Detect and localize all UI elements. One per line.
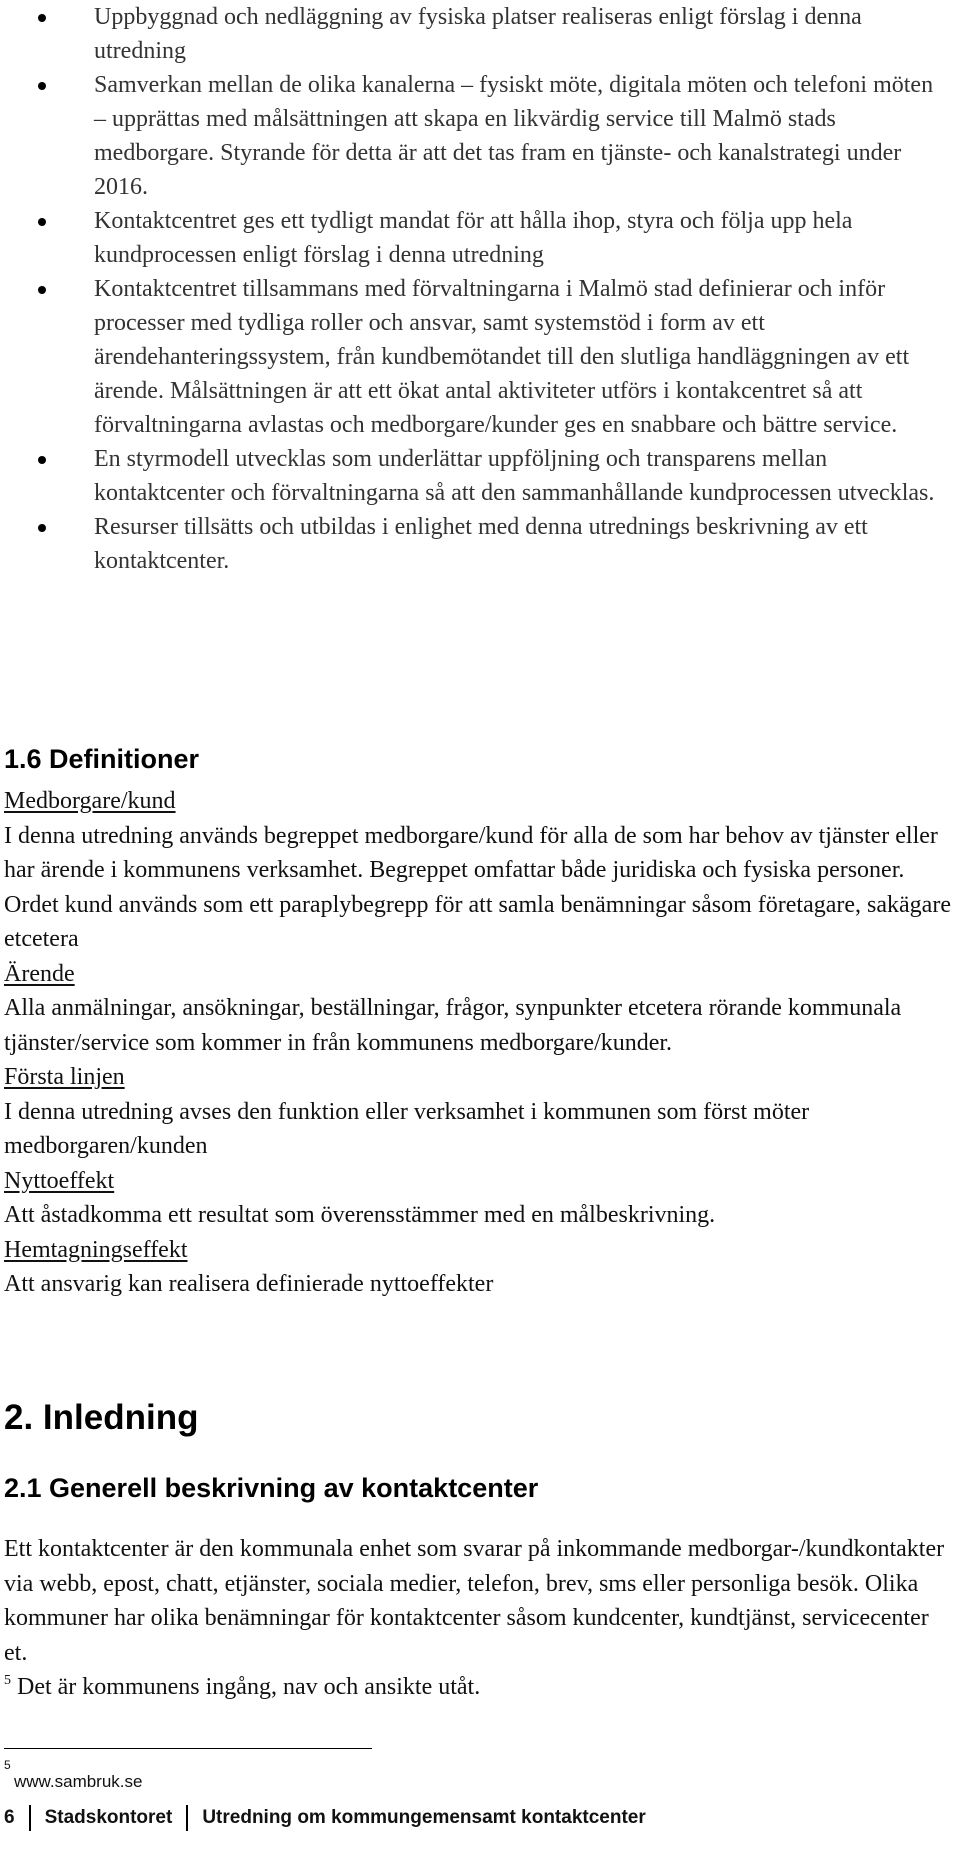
list-item bbox=[0, 0, 960, 68]
footnote-reference: 5 bbox=[4, 1673, 11, 1688]
footer-divider bbox=[29, 1805, 31, 1831]
page-footer bbox=[4, 1805, 646, 1831]
definition-term: Medborgare/kund bbox=[4, 788, 176, 814]
list-item bbox=[0, 442, 960, 510]
footnote-divider bbox=[4, 1748, 372, 1749]
bullet-text: Samverkan mellan de olika kanalerna – fysiskt möte, digitala möten och telefoni möten – upprättas med målsättningen att skapa en likvärdig service till Malmö stads medborgare. Styrande för detta är att det tas fram en tjänste- och kanalstrategi under 2016. bbox=[94, 72, 934, 200]
definition-text: Alla anmälningar, ansökningar, beställningar, frågor, synpunkter etcetera rörande kommunala tjänster/service som kommer in från kommunens medborgare/kunder. bbox=[4, 995, 902, 1056]
bullet-icon bbox=[38, 218, 46, 226]
footer-divider bbox=[186, 1805, 188, 1831]
footer-document-title: Utredning om kommungemensamt kontaktcenter bbox=[202, 1807, 646, 1828]
definition-text: Att ansvarig kan realisera definierade nyttoeffekter bbox=[4, 1271, 494, 1297]
footer-department: Stadskontoret bbox=[44, 1807, 173, 1828]
definition-term: Hemtagningseffekt bbox=[4, 1236, 188, 1263]
footnote-link[interactable]: www.sambruk.se bbox=[14, 1772, 143, 1791]
bullet-icon bbox=[38, 524, 46, 532]
section-heading-kontaktcenter: 2.1 Generell beskrivning av kontaktcenter bbox=[4, 1473, 539, 1503]
definition-text: Att åstadkomma ett resultat som överensstämmer med en målbeskrivning. bbox=[4, 1202, 716, 1228]
definition-text: I denna utredning används begreppet medborgare/kund för alla de som har behov av tjänster eller har ärende i kommunens verksamhet. Begreppet omfattar både juridiska och fysiska personer. Ordet kund används som ett paraplybegrepp för att samla benämningar såsom företagare, sakägare etcetera bbox=[4, 822, 951, 952]
definitions-list bbox=[4, 784, 954, 1302]
paragraph-text: Ett kontaktcenter är den kommunala enhet som svarar på inkommande medborgar-/kundkontakter via webb, epost, chatt, etjänster, sociala medier, telefon, brev, sms eller personliga besök. Olika kommuner har olika benämningar för kontaktcenter såsom kundcenter, kundtjänst, servicecenter et. bbox=[4, 1536, 945, 1666]
definition-term: Nyttoeffekt bbox=[4, 1167, 115, 1194]
body-paragraph bbox=[4, 1532, 954, 1705]
list-item bbox=[0, 510, 960, 578]
bullet-text: Uppbyggnad och nedläggning av fysiska platser realiseras enligt förslag i denna utredning bbox=[94, 4, 862, 64]
list-item bbox=[0, 204, 960, 272]
bullet-text: En styrmodell utvecklas som underlättar uppföljning och transparens mellan kontaktcenter och förvaltningarna så att den sammanhållande kundprocessen utvecklas. bbox=[94, 446, 935, 506]
footnote-number: 5 bbox=[4, 1758, 11, 1772]
bullet-text: Resurser tillsätts och utbildas i enlighet med denna utrednings beskrivning av ett kontaktcenter. bbox=[94, 514, 868, 574]
bullet-icon bbox=[38, 14, 46, 22]
bullet-text: Kontaktcentret ges ett tydligt mandat för att hålla ihop, styra och följa upp hela kundprocessen enligt förslag i denna utredning bbox=[94, 208, 853, 268]
bullet-icon bbox=[38, 456, 46, 464]
list-item bbox=[0, 68, 960, 204]
bullet-text: Kontaktcentret tillsammans med förvaltningarna i Malmö stad definierar och inför processer med tydliga roller och ansvar, samt systemstöd i form av ett ärendehanteringssystem, från kundbemötandet till den slutliga handläggningen av ett ärende. Målsättningen är att ett ökat antal aktiviteter utförs i kontakcentret så att förvaltningarna avlastas och medborgare/kunder ges en snabbare och bättre service. bbox=[94, 276, 910, 438]
list-item bbox=[0, 272, 960, 442]
definition-term: Första linjen bbox=[4, 1064, 125, 1090]
section-heading-definitions: 1.6 Definitioner bbox=[4, 744, 200, 774]
bullet-icon bbox=[38, 82, 46, 90]
paragraph-text: Det är kommunens ingång, nav och ansikte utåt. bbox=[11, 1674, 481, 1700]
bullet-list bbox=[0, 0, 960, 578]
definition-term: Ärende bbox=[4, 960, 75, 987]
page-number: 6 bbox=[4, 1807, 15, 1828]
chapter-heading-inledning: 2. Inledning bbox=[4, 1398, 199, 1437]
bullet-icon bbox=[38, 286, 46, 294]
definition-text: I denna utredning avses den funktion eller verksamhet i kommunen som först möter medborgaren/kunden bbox=[4, 1098, 810, 1159]
